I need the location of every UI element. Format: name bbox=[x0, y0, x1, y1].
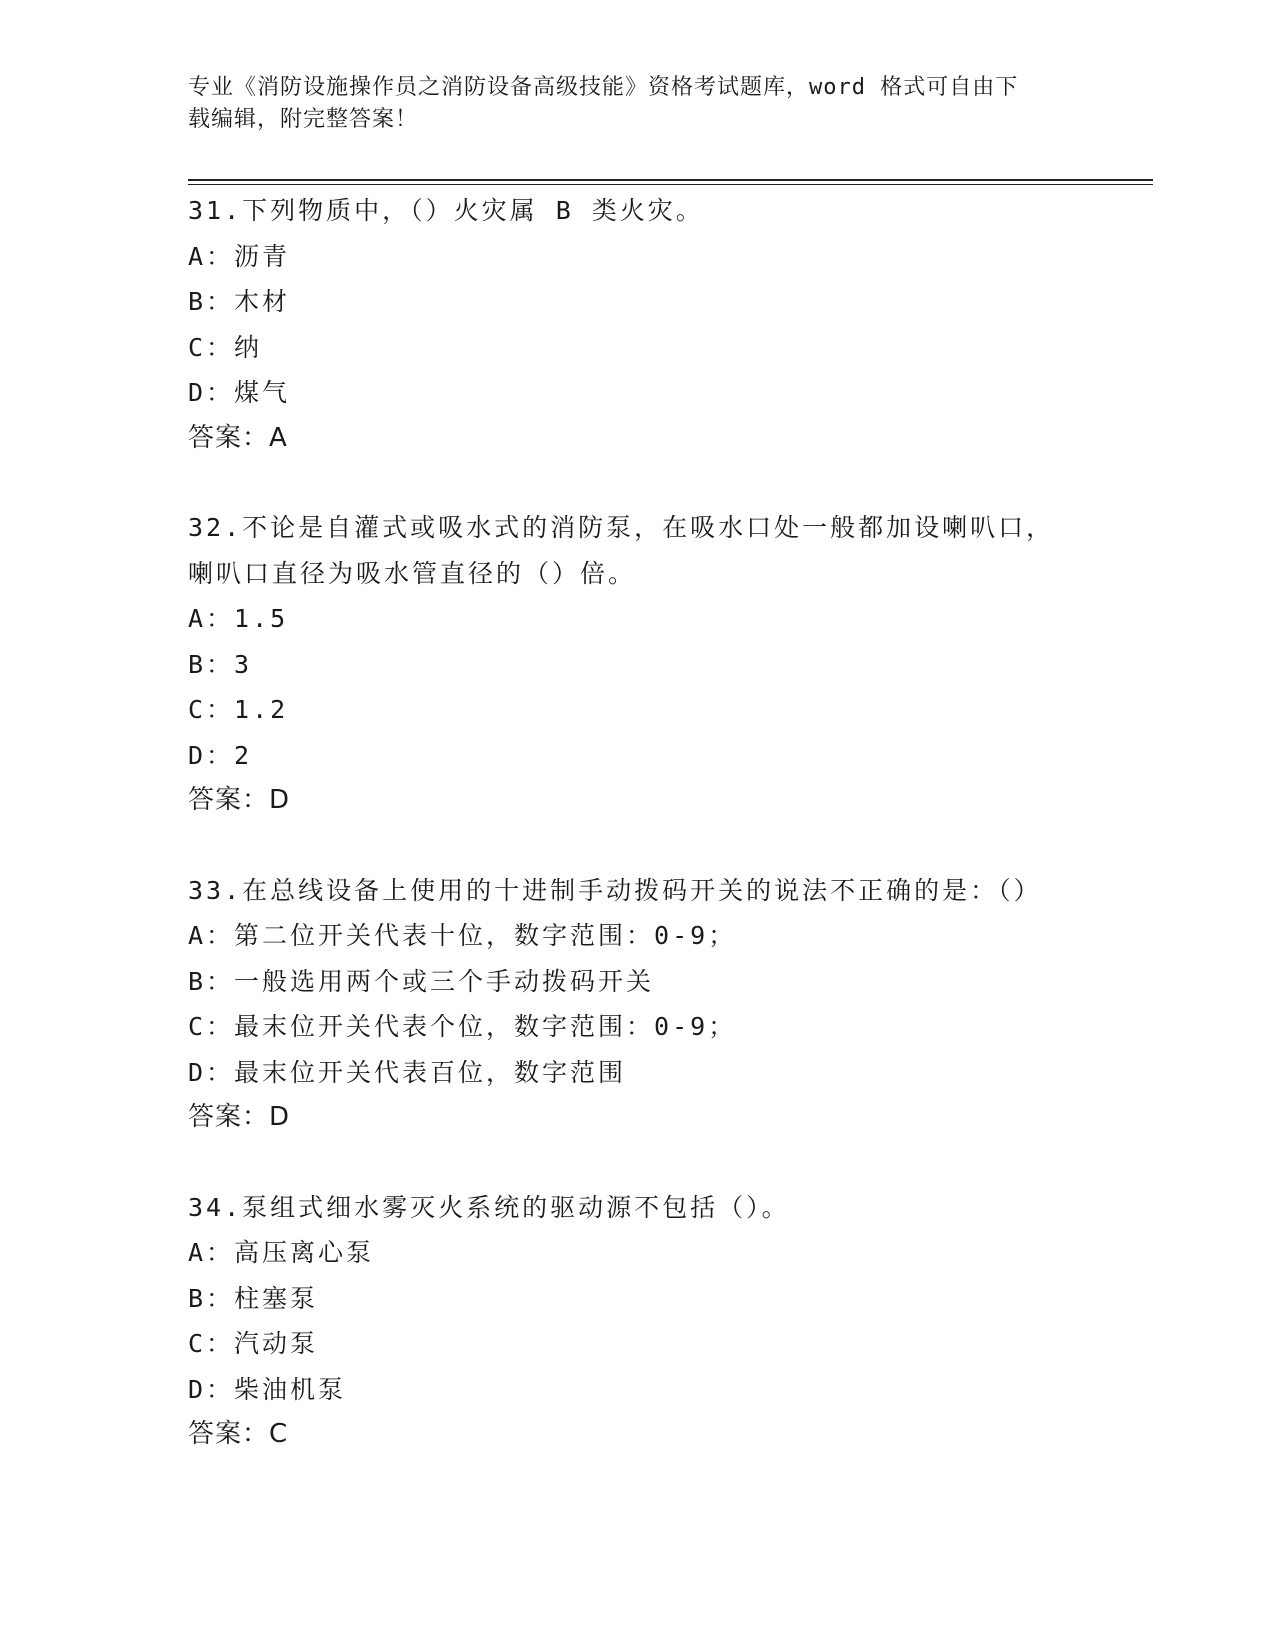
option-d: D：柴油机泵 bbox=[188, 1374, 347, 1404]
question-31 bbox=[188, 188, 1088, 461]
question-stem: 32.不论是自灌式或吸水式的消防泵，在吸水口处一般都加设喇叭口， bbox=[188, 513, 1055, 542]
option-d: D：最末位开关代表百位，数字范围 bbox=[188, 1057, 627, 1087]
answer-line: 答案：C bbox=[188, 1419, 289, 1449]
question-list bbox=[188, 188, 1088, 1502]
answer-line: 答案：D bbox=[188, 1102, 291, 1132]
question-33 bbox=[188, 868, 1088, 1141]
option-b: B：木材 bbox=[188, 287, 291, 316]
option-a: A：1.5 bbox=[188, 604, 289, 633]
option-d: D：2 bbox=[188, 740, 253, 770]
question-34 bbox=[188, 1185, 1088, 1458]
header-line: 专业《消防设施操作员之消防设备高级技能》资格考试题库，word 格式可自由下 bbox=[188, 75, 1019, 100]
option-c: C：纳 bbox=[188, 332, 263, 362]
question-stem-continued: 喇叭口直径为吸水管直径的（）倍。 bbox=[188, 558, 637, 588]
option-d: D：煤气 bbox=[188, 378, 291, 407]
question-32 bbox=[188, 505, 1088, 824]
option-c: C：汽动泵 bbox=[188, 1329, 319, 1358]
document-header bbox=[188, 72, 1068, 136]
option-b: B：一般选用两个或三个手动拨码开关 bbox=[188, 966, 655, 996]
option-c: C：最末位开关代表个位，数字范围：0-9； bbox=[188, 1012, 737, 1041]
option-a: A：高压离心泵 bbox=[188, 1238, 375, 1267]
question-stem: 34.泵组式细水雾灭火系统的驱动源不包括（）。 bbox=[188, 1192, 790, 1222]
option-b: B：柱塞泵 bbox=[188, 1283, 319, 1313]
question-stem: 31.下列物质中，（）火灾属 B 类火灾。 bbox=[188, 196, 704, 225]
option-c: C：1.2 bbox=[188, 695, 289, 724]
option-a: A：第二位开关代表十位，数字范围：0-9； bbox=[188, 921, 737, 950]
question-stem: 33.在总线设备上使用的十进制手动拨码开关的说法不正确的是：（） bbox=[188, 875, 1042, 905]
option-b: B：3 bbox=[188, 649, 253, 679]
header-line: 载编辑，附完整答案！ bbox=[188, 107, 419, 132]
answer-line: 答案：D bbox=[188, 785, 291, 815]
option-a: A：沥青 bbox=[188, 241, 291, 271]
answer-line: 答案：A bbox=[188, 422, 288, 453]
header-divider bbox=[188, 179, 1153, 181]
header-divider-thin bbox=[188, 184, 1153, 185]
